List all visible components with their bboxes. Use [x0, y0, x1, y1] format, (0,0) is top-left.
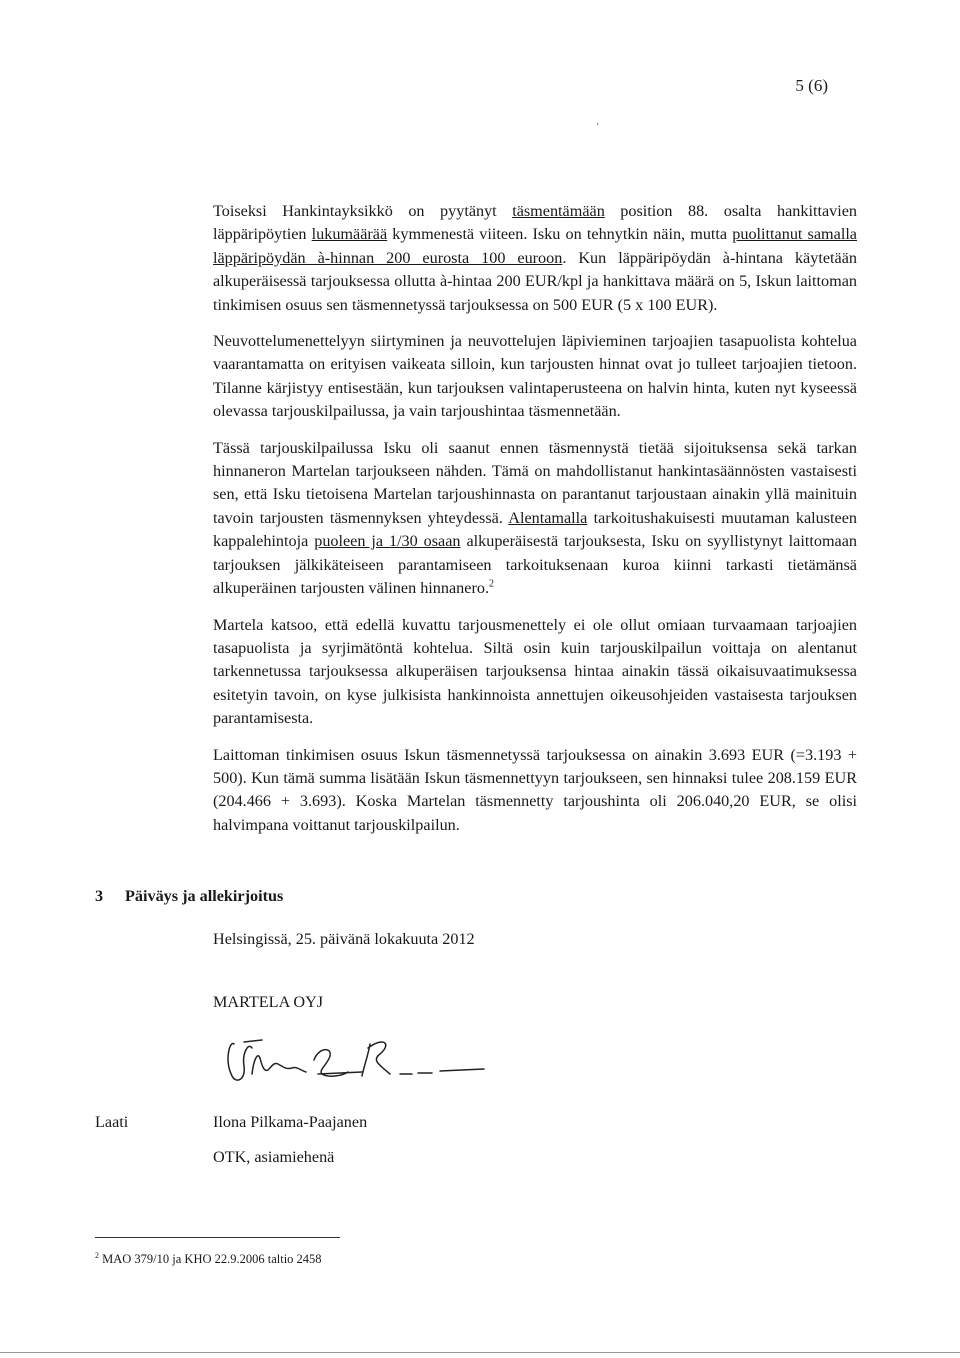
- paragraph-3: [213, 437, 857, 601]
- text-run: . Kun läppäripöydän à-hintana käytetään alkuperäisessä tarjouksessa ollutta à-hintaa 200 EUR/kpl ja hankittava määrä on 5, Iskun laittoman tinkimisen osuus sen täsmennetyssä tarjouksessa on 500 EUR (5 x 100 EUR).: [213, 248, 857, 314]
- underlined-text: Alentamalla: [508, 508, 588, 527]
- page-number: 5 (6): [795, 76, 828, 95]
- footnote-mark: 2: [95, 1250, 99, 1260]
- underlined-text: puoleen ja 1/30 osaan: [314, 532, 461, 551]
- company-name: MARTELA OYJ: [213, 993, 324, 1011]
- section-heading: [95, 887, 283, 906]
- section-number: 3: [95, 887, 104, 905]
- footnote-divider: [95, 1237, 340, 1238]
- paragraph-4: Martela katsoo, että edellä kuvattu tarjousmenettely ei ole ollut omiaan turvaamaan tarjoajien tasapuolista ja syrjimätöntä kohtelua. Siltä osin kuin tarjouskilpailun voittaja on alentanut tarkennetussa tarjouksessa alkuperäisen tarjouksensa hintaa ainakin tässä oikaisuvaatimuksessa esitetyin tavoin, on kyse julkisista hankinnoista annettujen oikeusohjeiden vastaisesta tarjouksen parantamisesta.: [213, 615, 857, 728]
- text-run: Toiseksi Hankintayksikkö on pyytänyt: [213, 202, 513, 220]
- section-title: Päiväys ja allekirjoitus: [125, 887, 284, 905]
- footnote-text: MAO 379/10 ja KHO 22.9.2006 taltio 2458: [99, 1252, 322, 1266]
- underlined-text: puolittanut samalla läppäripöydän à-hinnan 200 eurosta 100 euroon: [213, 225, 857, 267]
- paragraph-2: Neuvottelumenettelyyn siirtyminen ja neuvottelujen läpivieminen tarjoajien tasapuolista kohtelua vaarantamatta on erityisen vaikeata silloin, kun tarjousten hinnat ovat jo tulleet tarjoajien tietoon. Tilanne kärjistyy entisestään, kun tarjouksen valintaperusteena on halvin hinta, kuten nyt kyseessä olevassa tarjouskilpailussa, ja vain tarjoushintaa täsmennetään.: [213, 332, 857, 421]
- paragraph-5: Laittoman tinkimisen osuus Iskun täsmennetyssä tarjouksessa on ainakin 3.693 EUR (=3.193 + 500). Kun tämä summa lisätään Iskun täsmennettyyn tarjoukseen, sen hinnaksi tulee 208.159 EUR (204.466 + 3.693). Koska Martelan täsmennetty tarjoushinta oli 206.040,20 EUR, se olisi halvimpana voittanut tarjouskilpailun.: [213, 745, 857, 834]
- place-date: Helsingissä, 25. päivänä lokakuuta 2012: [213, 930, 475, 948]
- laati-label: Laati: [95, 1113, 129, 1131]
- paragraph-1: [213, 200, 857, 317]
- text-run: alkuperäisestä tarjouksesta, Isku on syyllistynyt laittomaan tarjouksen jälkikäteiseen parantamiseen tarkoituksenaan kuroa kiinni tarkasti tietämänsä alkuperäinen tarjousten välinen hinnanero.: [213, 532, 858, 598]
- signer-title: OTK, asiamiehenä: [213, 1148, 335, 1166]
- stray-mark: ʼ: [596, 122, 600, 133]
- text-run: position 88. osalta hankittavien läppäripöytien: [213, 202, 857, 244]
- footnote-reference[interactable]: 2: [489, 578, 494, 590]
- text-run: kymmenestä viiteen. Isku on tehnytkin näin, mutta: [387, 225, 733, 244]
- underlined-text: täsmentämään: [512, 202, 605, 220]
- text-run: tarkoitushakuisesti muutaman kalusteen kappalehintoja: [213, 508, 858, 551]
- footnote: [95, 1252, 322, 1267]
- text-run: Tässä tarjouskilpailussa Isku oli saanut ennen täsmennystä tietää sijoituksensa sekä tarkan hinnaneron Martelan tarjoukseen nähden. Tämä on mahdollistanut hankintasäännösten vastaisesti sen, että Isku tietoisena Martelan tarjoushinnasta on parantanut tarjoustaan ainakin yllä mainituin tavoin tarjousten täsmennyksen yhteydessä.: [213, 438, 857, 527]
- body-text: [213, 200, 857, 850]
- scan-edge-line: [0, 1352, 960, 1353]
- underlined-text: lukumäärää: [311, 225, 388, 244]
- signer-name: Ilona Pilkama-Paajanen: [213, 1113, 368, 1131]
- handwritten-signature: [222, 1030, 492, 1097]
